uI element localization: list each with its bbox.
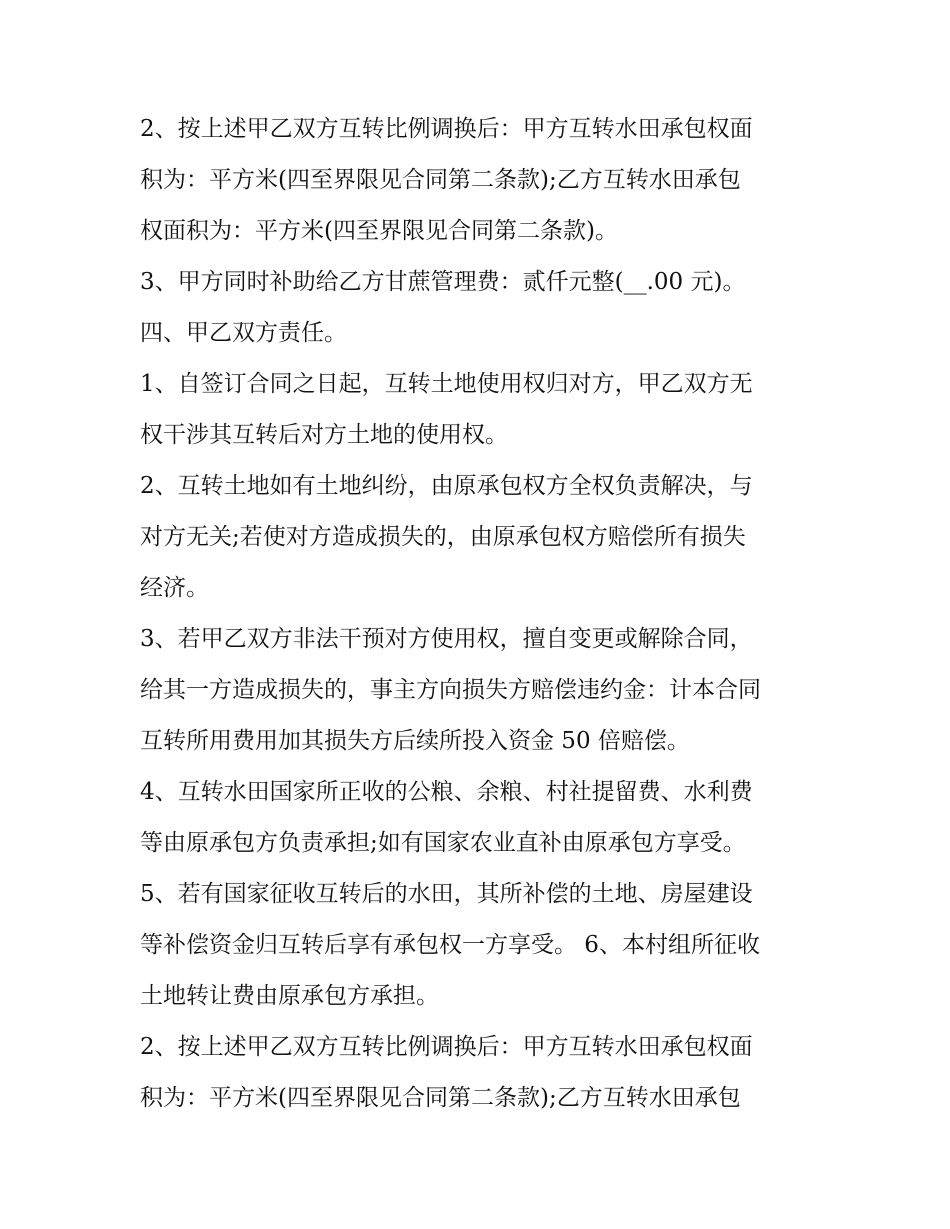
text-line: 积为：平方米(四至界限见合同第二条款);乙方互转水田承包	[140, 167, 741, 193]
document-body	[140, 104, 820, 1124]
paragraph-clause-2-area-exchange	[140, 104, 820, 257]
paragraph-responsibility-5-6	[140, 869, 820, 1022]
text-line: 5、若有国家征收互转后的水田，其所补偿的土地、房屋建设	[140, 881, 753, 907]
paragraph-clause-3-subsidy	[140, 257, 820, 308]
text-line: 3、若甲乙双方非法干预对方使用权，擅自变更或解除合同，	[140, 626, 753, 652]
text-line: 四、甲乙双方责任。	[140, 320, 347, 346]
text-line: 3、甲方同时补助给乙方甘蔗管理费：贰仟元整(__.00 元)。	[140, 269, 746, 295]
text-line: 4、互转水田国家所正收的公粮、余粮、村社提留费、水利费	[140, 779, 753, 805]
text-line: 等补偿资金归互转后享有承包权一方享受。 6、本村组所征收	[140, 932, 760, 958]
text-line: 经济。	[140, 575, 209, 601]
text-line: 积为：平方米(四至界限见合同第二条款);乙方互转水田承包	[140, 1085, 741, 1111]
text-line: 1、自签订合同之日起，互转土地使用权归对方，甲乙双方无	[140, 371, 753, 397]
text-line: 等由原承包方负责承担;如有国家农业直补由原承包方享受。	[140, 830, 746, 856]
text-line: 对方无关;若使对方造成损失的，由原承包权方赔偿所有损失	[140, 524, 746, 550]
text-line: 土地转让费由原承包方承担。	[140, 983, 439, 1009]
paragraph-responsibility-4	[140, 767, 820, 869]
paragraph-clause-2-repeat	[140, 1022, 820, 1124]
paragraph-responsibility-1	[140, 359, 820, 461]
section-heading-responsibilities	[140, 308, 820, 359]
paragraph-responsibility-3	[140, 614, 820, 767]
paragraph-responsibility-2	[140, 461, 820, 614]
text-line: 2、按上述甲乙双方互转比例调换后：甲方互转水田承包权面	[140, 116, 753, 142]
text-line: 互转所用费用加其损失方后续所投入资金 50 倍赔偿。	[140, 728, 690, 754]
text-line: 权面积为：平方米(四至界限见合同第二条款)。	[140, 218, 618, 244]
text-line: 2、按上述甲乙双方互转比例调换后：甲方互转水田承包权面	[140, 1034, 753, 1060]
text-line: 给其一方造成损失的，事主方向损失方赔偿违约金：计本合同	[140, 677, 761, 703]
text-line: 权干涉其互转后对方土地的使用权。	[140, 422, 508, 448]
text-line: 2、互转土地如有土地纠纷，由原承包权方全权负责解决，与	[140, 473, 753, 499]
